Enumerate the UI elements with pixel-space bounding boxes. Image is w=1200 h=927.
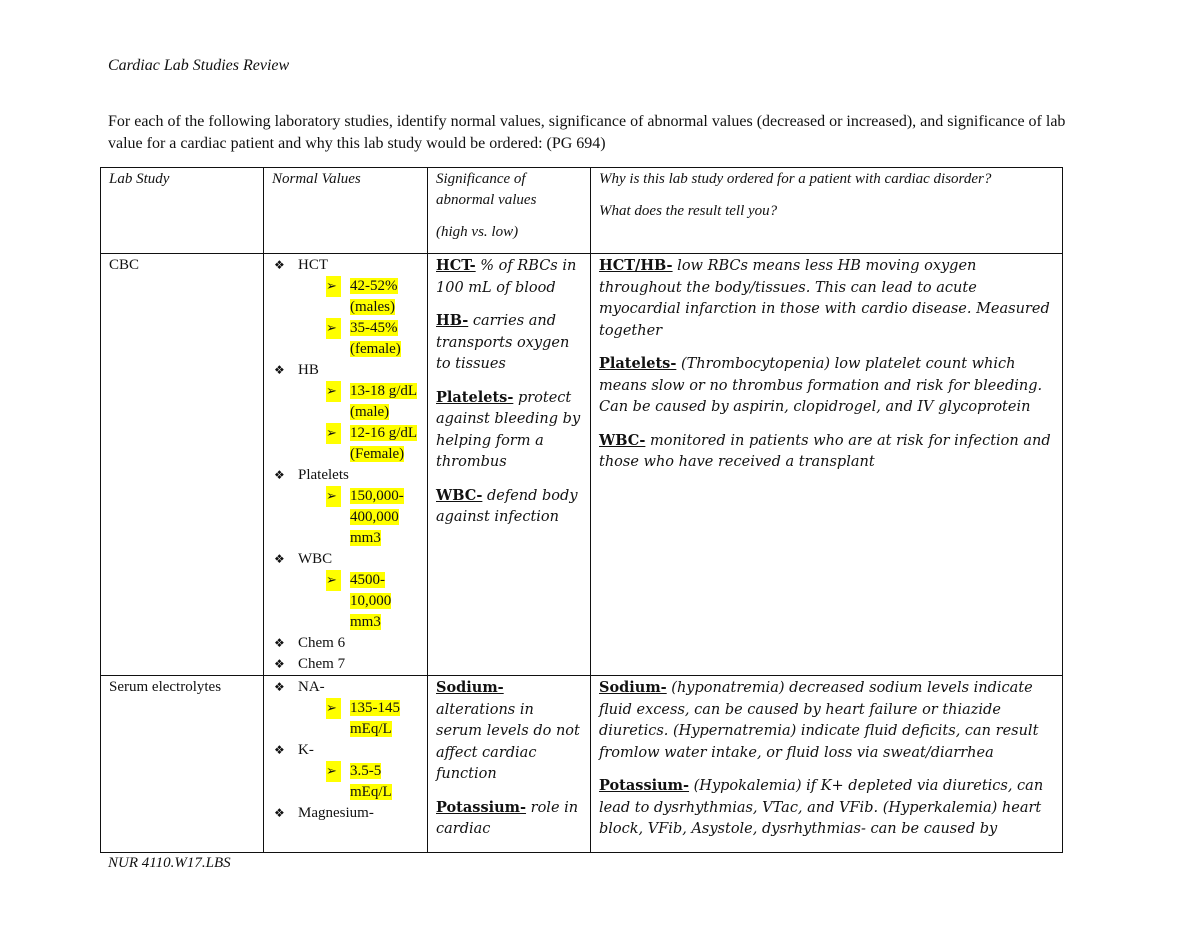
normal-range-item [298,698,420,740]
term-label: Sodium- [436,679,504,696]
measure-label: Magnesium- [298,805,374,821]
significance-paragraph [436,310,583,376]
term-text: carries and transports oxygen to tissues [436,313,570,372]
highlighted-range: 12-16 g/dL (Female) [350,425,418,462]
measure-label: Chem 7 [298,656,346,672]
explanation-paragraph [599,255,1055,342]
why-ordered-cell [591,676,1063,853]
significance-paragraph [436,255,583,299]
significance-cell [428,254,591,676]
highlighted-range: 13-18 g/dL (male) [350,383,418,420]
term-label: HCT- [436,257,476,274]
normal-range-item [298,318,420,360]
term-text: (hyponatremia) decreased sodium levels indicate fluid excess, can be caused by heart failure or thiazide diuretics. (Hypernatremia) indicate fluid deficits, can result fromlow water intake, or fluid loss via sweat/diarrhea [599,680,1039,761]
measure-label: WBC [298,551,333,567]
header-lab-study: Lab Study [101,168,264,254]
list-item [272,549,420,633]
measure-label: HB [298,362,319,378]
header-why-ordered: Why is this lab study ordered for a patient with cardiac disorder? What does the result tell you? [591,168,1063,254]
list-item [272,255,420,360]
why-ordered-cell [591,254,1063,676]
highlighted-range: 3.5-5 mEq/L [350,763,392,800]
normal-range-item [298,276,420,318]
normal-values-list [272,255,420,675]
significance-paragraph [436,797,583,841]
term-text: role in cardiac [436,799,579,837]
explanation-paragraph [599,677,1055,764]
highlighted-range: 35-45% (female) [350,320,401,357]
term-label: HB- [436,312,469,329]
normal-range-item [298,381,420,423]
measure-label: HCT [298,257,328,273]
term-text: alterations in serum levels do not affect cardiac function [436,701,580,782]
term-label: WBC- [436,486,483,504]
highlighted-range: 135-145 mEq/L [350,700,400,737]
significance-paragraph [436,387,583,474]
list-item [272,654,420,675]
term-label: Platelets- [599,355,677,372]
lab-studies-table [100,167,1063,853]
explanation-paragraph [599,353,1055,419]
measure-label: K- [298,742,314,758]
term-text: (Hypokalemia) if K+ depleted via diuretics, can lead to dysrhythmias, VTac, and VFib. (Hyperkalemia) heart block, VFib, Asystole, dysrhythmias- can be caused by [599,778,1044,837]
term-label: Potassium- [599,777,690,794]
explanation-paragraph [599,775,1055,841]
normal-values-cell [264,254,428,676]
list-item [272,360,420,465]
document-title: Cardiac Lab Studies Review [108,57,290,74]
table-row [101,254,1063,676]
list-item [272,633,420,654]
term-text: monitored in patients who are at risk for infection and those who have received a transplant [599,432,1051,470]
header-normal-values: Normal Values [264,168,428,254]
document-footer: NUR 4110.W17.LBS [108,855,231,871]
significance-paragraph [436,677,583,786]
measure-label: Chem 6 [298,635,346,651]
list-item [272,803,420,824]
normal-range-item [298,570,420,633]
normal-values-list [272,677,420,824]
list-item [272,677,420,740]
significance-cell [428,676,591,853]
term-label: Platelets- [436,388,514,406]
significance-paragraph [436,485,583,529]
measure-label: NA- [298,679,325,695]
study-name-cell: CBC [101,254,264,676]
study-name-cell: Serum electrolytes [101,676,264,853]
highlighted-range: 150,000-400,000 mm3 [350,488,404,546]
term-text: defend body against infection [436,487,578,525]
normal-range-item [298,486,420,549]
term-label: Sodium- [599,679,667,696]
term-text: protect against bleeding by helping form a thrombus [436,389,581,470]
measure-label: Platelets [298,467,349,483]
term-text: % of RBCs in 100 mL of blood [436,258,577,296]
list-item [272,740,420,803]
normal-range-item [298,761,420,803]
term-label: WBC- [599,431,646,449]
list-item [272,465,420,549]
normal-values-cell [264,676,428,853]
normal-range-item [298,423,420,465]
term-label: HCT/HB- [599,257,673,274]
highlighted-range: 4500-10,000 mm3 [350,572,392,630]
term-text: (Thrombocytopenia) low platelet count which means slow or no thrombus formation and risk for bleeding. Can be caused by aspirin, clopidrogel, and IV glycoprotein [599,356,1043,415]
table-header-row [101,168,1063,254]
instructions-paragraph: For each of the following laboratory studies, identify normal values, significance of abnormal values (decreased or increased), and significance of lab value for a cardiac patient and why this lab study would be ordered: (PG 694) [108,113,1066,152]
highlighted-range: 42-52% (males) [350,278,398,315]
header-significance: Significance of abnormal values (high vs. low) [428,168,591,254]
table-row [101,676,1063,853]
explanation-paragraph [599,430,1055,474]
term-label: Potassium- [436,798,527,816]
term-text: low RBCs means less HB moving oxygen throughout the body/tissues. This can lead to acute myocardial infarction in those with cardio disease. Measured together [599,258,1050,339]
